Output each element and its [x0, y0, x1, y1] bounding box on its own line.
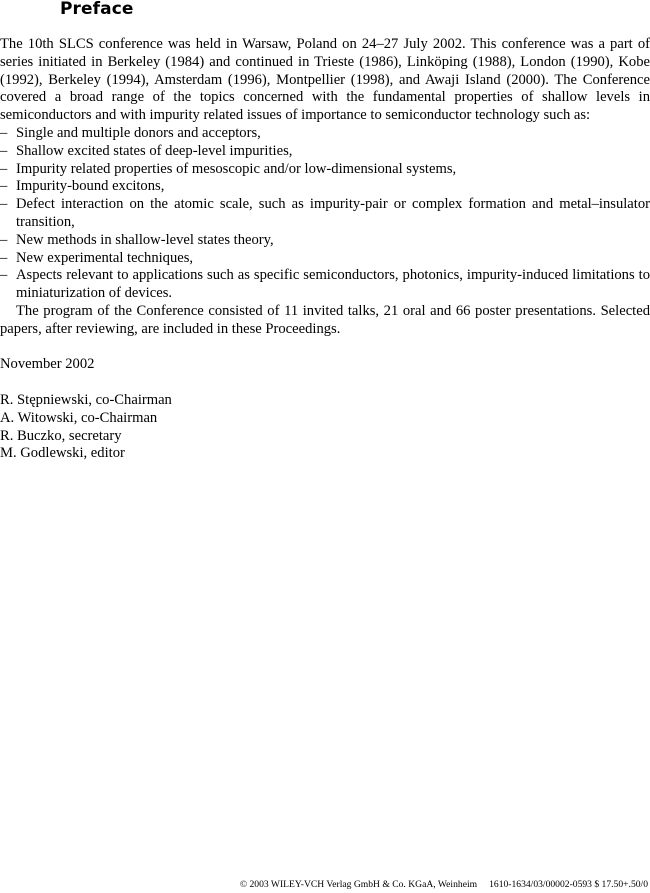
signatory: M. Godlewski, editor [0, 445, 125, 462]
list-item [0, 267, 650, 303]
list-item [0, 178, 650, 196]
signatory: R. Buczko, secretary [0, 427, 122, 444]
spacer [0, 374, 650, 392]
signatory: R. Stępniewski, co-Chairman [0, 391, 172, 408]
topic-list [0, 125, 650, 303]
list-item-text: Impurity-bound excitons, [16, 178, 165, 195]
list-item-text: Shallow excited states of deep-level impurities, [16, 142, 293, 159]
dash-bullet: – [0, 249, 8, 266]
spacer [0, 339, 650, 357]
program-paragraph: The program of the Conference consisted of 11 invited talks, 21 oral and 66 poster presentations. Selected papers, after reviewing, are included in these Proceedings. [0, 302, 650, 337]
list-item [0, 232, 650, 250]
list-item-text: New methods in shallow-level states theory, [16, 231, 274, 248]
list-item-text: New experimental techniques, [16, 249, 194, 266]
dash-bullet: – [0, 196, 8, 213]
page-footer [240, 879, 648, 891]
dash-bullet: – [0, 267, 8, 284]
list-item [0, 143, 650, 161]
date-line: November 2002 [0, 356, 95, 373]
dash-bullet: – [0, 142, 8, 159]
dash-bullet: – [0, 231, 8, 248]
list-item [0, 250, 650, 268]
preface-body [0, 36, 650, 463]
list-item-text: Aspects relevant to applications such as specific semiconductors, photonics, impurity-induced limitations to miniaturization of devices. [16, 267, 650, 302]
dash-bullet: – [0, 160, 8, 177]
list-item-text: Single and multiple donors and acceptors, [16, 124, 261, 141]
dash-bullet: – [0, 178, 8, 195]
dash-bullet: – [0, 124, 8, 141]
signatory: A. Witowski, co-Chairman [0, 409, 158, 426]
list-item [0, 161, 650, 179]
signatory-list [0, 392, 650, 463]
publication-code: 1610-1634/03/00002-0593 $ 17.50+.50/0 [489, 879, 648, 890]
list-item-text: Impurity related properties of mesoscopic and/or low-dimensional systems, [16, 160, 457, 177]
copyright-notice: © 2003 WILEY-VCH Verlag GmbH & Co. KGaA, Weinheim [239, 879, 478, 890]
intro-paragraph: The 10th SLCS conference was held in Warsaw, Poland on 24–27 July 2002. This conference was a part of series initiated in Berkeley (1984) and continued in Trieste (1986), Linköping (1988), London (1990), Kobe (1992), Berkeley (1994), Amsterdam (1996), Montpellier (1998), and Awaji Island (2000). The Conference covered a broad range of the topics concerned with the fundamental properties of shallow levels in semiconductors and with impurity related issues of importance to semiconductor technology such as: [0, 36, 650, 124]
list-item-text: Defect interaction on the atomic scale, such as impurity-pair or complex formation and metal–insulator transition, [16, 196, 650, 230]
list-item [0, 196, 650, 232]
list-item [0, 125, 650, 143]
page-title: Preface [60, 0, 134, 19]
